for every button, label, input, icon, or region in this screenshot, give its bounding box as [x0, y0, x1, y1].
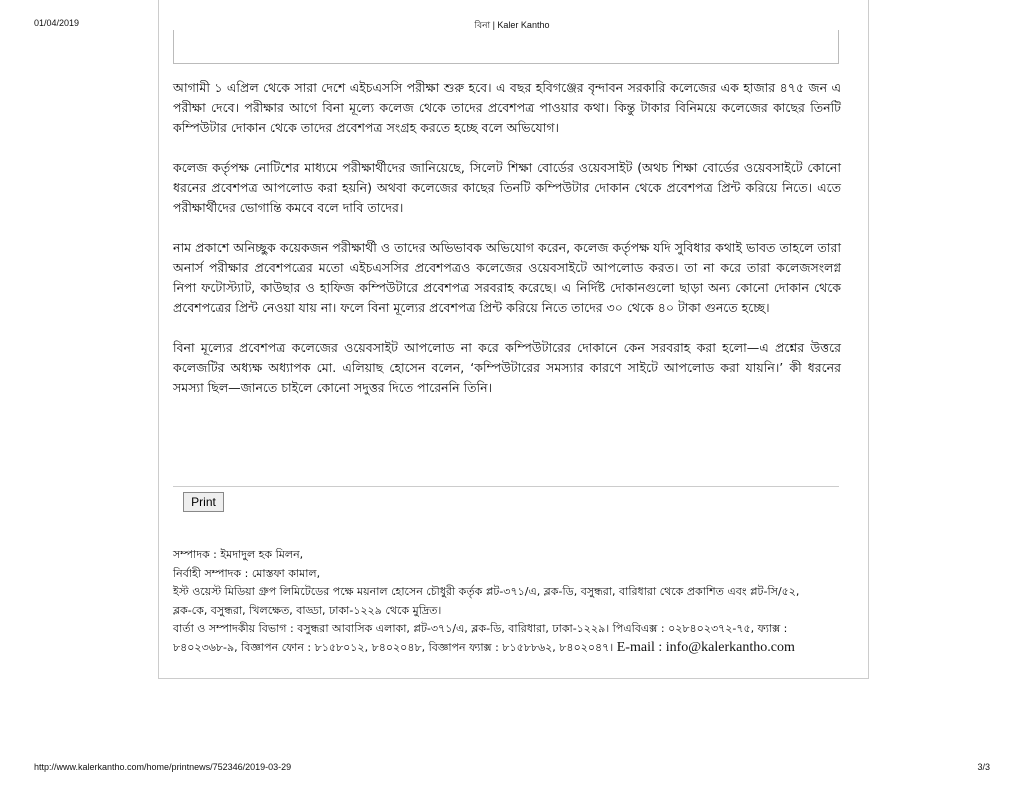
- imprint: [173, 546, 863, 657]
- page-title: বিনা | Kaler Kantho: [474, 20, 550, 30]
- article-paragraph: বিনা মূল্যের প্রবেশপত্র কলেজের ওয়েবসাইট আপলোড না করে কম্পিউটারের দোকানে কেন সরবরাহ করা হলো—এ প্রশ্নের উত্তরে কলেজটির অধ্যক্ষ অধ্যাপক মো. এলিয়াছ হোসেন বলেন, ‘কম্পিউটারের সমস্যার কারণে সাইটে আপলোড করা যায়নি।’ কী ধরনের সমস্যা ছিল—জানতে চাইলে কোনো সদুত্তর দিতে পারেননি তিনি।: [173, 340, 841, 395]
- divider: [173, 486, 839, 487]
- publisher-line: ইস্ট ওয়েস্ট মিডিয়া গ্রুপ লিমিটেডের পক্ষে ময়নাল হোসেন চৌধুরী কর্তৃক প্লট-৩৭১/এ, ব্লক-ডি, বসুন্ধরা, বারিধারা থেকে প্রকাশিত এবং প্লট-সি/৫২,: [173, 585, 800, 598]
- contact-numbers: ৮৪০২৩৬৮-৯, বিজ্ঞাপন ফোন : ৮১৫৮০১২, ৮৪০২০৪৮, বিজ্ঞাপন ফ্যাক্স : ৮১৫৮৮৬২, ৮৪০২০৪৭।: [173, 640, 614, 654]
- article-paragraph: আগামী ১ এপ্রিল থেকে সারা দেশে এইচএসসি পরীক্ষা শুরু হবে। এ বছর হবিগঞ্জের বৃন্দাবন সরকারি কলেজের এক হাজার ৪৭৫ জন এ পরীক্ষা দেবে। পরীক্ষার আগে বিনা মূল্যে কলেজ থেকে তাদের প্রবেশপত্র পাওয়ার কথা। কিন্তু টাকার বিনিময়ে কলেজের কাছের তিনটি কম্পিউটার দোকান থেকে তাদের প্রবেশপত্র সংগ্রহ করতে হচ্ছে বলে অভিযোগ।: [173, 80, 841, 135]
- page-url: http://www.kalerkantho.com/home/printnews/752346/2019-03-29: [34, 762, 292, 772]
- print-date: 01/04/2019: [34, 18, 80, 28]
- print-button[interactable]: Print: [183, 492, 224, 512]
- contact-line: বার্তা ও সম্পাদকীয় বিভাগ : বসুন্ধরা আবাসিক এলাকা, প্লট-৩৭১/এ, ব্লক-ডি, বারিধারা, ঢাকা-১২২৯। পিএবিএক্স : ০২৮৪০২৩৭২-৭৫, ফ্যাক্স :: [173, 622, 788, 635]
- executive-editor-line: নির্বাহী সম্পাদক : মোস্তফা কামাল,: [173, 566, 321, 580]
- contact-line: [173, 639, 863, 658]
- editor-line: সম্পাদক : ইমদাদুল হক মিলন,: [173, 548, 304, 561]
- content-frame: [173, 30, 839, 64]
- publisher-line: ব্লক-কে, বসুন্ধরা, খিলক্ষেত, বাড্ডা, ঢাকা-১২২৯ থেকে মুদ্রিত।: [173, 603, 442, 617]
- email-link[interactable]: E-mail : info@kalerkantho.com: [616, 639, 795, 655]
- article-paragraph: কলেজ কর্তৃপক্ষ নোটিশের মাধ্যমে পরীক্ষার্থীদের জানিয়েছে, সিলেট শিক্ষা বোর্ডের ওয়েবসাইট (অথচ শিক্ষা বোর্ডের ওয়েবসাইটে কোনো ধরনের প্রবেশপত্র আপলোড করা হয়নি) অথবা কলেজের কাছের তিনটি কম্পিউটার দোকান থেকে প্রবেশপত্র প্রিন্ট করিয়ে নিতে। এতে পরীক্ষার্থীদের ভোগান্তি কমবে বলে দাবি তাদের।: [173, 160, 841, 215]
- article-paragraph: নাম প্রকাশে অনিচ্ছুক কয়েকজন পরীক্ষার্থী ও তাদের অভিভাবক অভিযোগ করেন, কলেজ কর্তৃপক্ষ যদি সুবিধার কথাই ভাবত তাহলে তারা অনার্স পরীক্ষার প্রবেশপত্রের মতো এইচএসসির প্রবেশপত্রও কলেজের ওয়েবসাইটে আপলোড করত। তা না করে তারা কলেজসংলগ্ন নিপা ফটোস্ট্যাট, কাউছার ও হাফিজ কম্পিউটারে প্রবেশপত্র সরবরাহ করেছে। এ নির্দিষ্ট দোকানগুলো ছাড়া অন্য কোনো দোকান থেকে প্রবেশপত্রের প্রিন্ট নেওয়া যায় না। ফলে বিনা মূল্যের প্রবেশপত্র প্রিন্ট করিয়ে নিতে তাদের ৩০ থেকে ৪০ টাকা গুনতে হচ্ছে।: [173, 240, 841, 315]
- article-body: [173, 78, 841, 418]
- page-number: 3/3: [977, 762, 990, 772]
